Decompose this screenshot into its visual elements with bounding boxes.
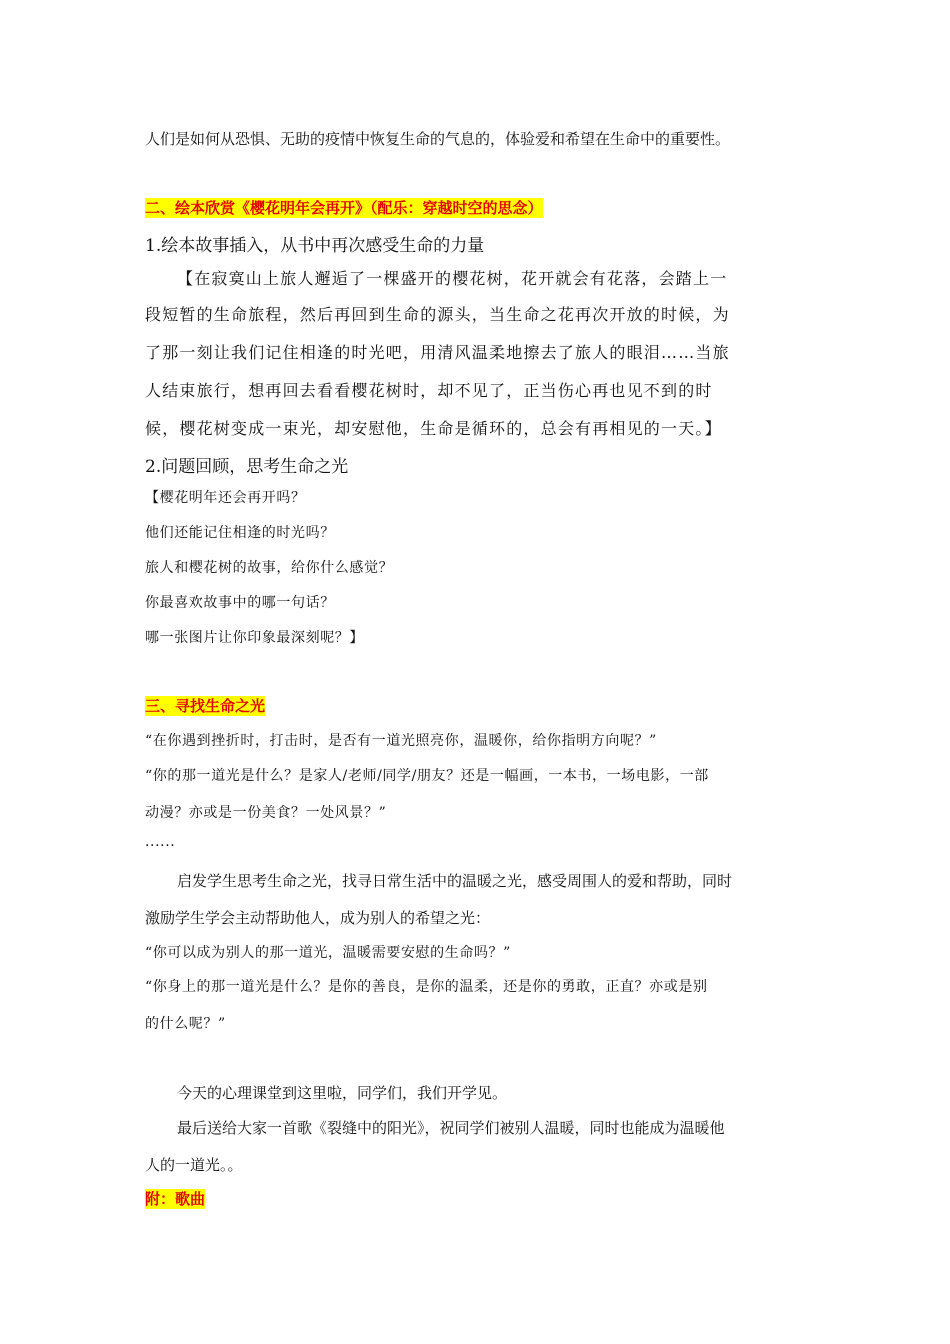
- question-item: 旅人和樱花树的故事，给你什么感觉？: [145, 560, 394, 576]
- intro-line: 人们是如何从恐惧、无助的疫情中恢复生命的气息的，体验爱和希望在生命中的重要性。: [145, 130, 731, 148]
- quote-line: “你身上的那一道光是什么？是你的善良，是你的温柔，还是你的勇敢，正直？亦或是别: [145, 979, 708, 995]
- ellipsis-line: ......: [145, 834, 176, 850]
- section3-heading: 三、寻找生命之光: [145, 697, 266, 715]
- section2-sub1: 1.绘本故事插入，从书中再次感受生命的力量: [145, 236, 485, 256]
- story-line: 人结束旅行，想再回去看看樱花树时，却不见了，正当伤心再也见不到的时: [145, 381, 713, 400]
- paragraph-line: 启发学生思考生命之光，找寻日常生活中的温暖之光，感受周围人的爱和帮助，同时: [177, 872, 733, 890]
- story-line: 了那一刻让我们记住相逢的时光吧，用清风温柔地擦去了旅人的眼泪……当旅: [145, 343, 730, 362]
- appendix-heading-wrap: [145, 1188, 205, 1209]
- question-item: 【樱花明年还会再开吗？: [145, 490, 306, 506]
- section2-heading-wrap: [145, 197, 543, 218]
- story-line: 【在寂寞山上旅人邂逅了一棵盛开的樱花树，花开就会有花落，会踏上一: [177, 269, 728, 288]
- question-item: 你最喜欢故事中的哪一句话？: [145, 595, 335, 611]
- closing-line: 人的一道光。。: [145, 1156, 243, 1174]
- story-line: 候，樱花树变成一束光，却安慰他，生命是循环的，总会有再相见的一天。】: [145, 419, 722, 438]
- section3-heading-wrap: [145, 695, 265, 716]
- appendix-heading: 附：歌曲: [145, 1190, 206, 1208]
- story-line: 段短暂的生命旅程，然后再回到生命的源头，当生命之花再次开放的时候，为: [145, 305, 730, 324]
- closing-line: 今天的心理课堂到这里啦，同学们，我们开学见。: [177, 1084, 508, 1102]
- paragraph-line: 激励学生学会主动帮助他人，成为别人的希望之光：: [145, 909, 491, 927]
- closing-line: 最后送给大家一首歌《裂缝中的阳光》，祝同学们被别人温暖，同时也能成为温暖他: [177, 1119, 725, 1137]
- quote-line: “你可以成为别人的那一道光，温暖需要安慰的生命吗？”: [145, 945, 511, 961]
- quote-line: “在你遇到挫折时，打击时，是否有一道光照亮你，温暖你，给你指明方向呢？”: [145, 733, 657, 749]
- question-item: 哪一张图片让你印象最深刻呢？】: [145, 630, 364, 646]
- quote-line: “你的那一道光是什么？是家人/老师/同学/朋友？还是一幅画，一本书，一场电影，一部: [145, 768, 709, 784]
- quote-line: 的什么呢？”: [145, 1016, 226, 1032]
- section2-sub2: 2.问题回顾，思考生命之光: [145, 457, 349, 477]
- section2-heading: 二、绘本欣赏《樱花明年会再开》（配乐：穿越时空的思念）: [145, 199, 543, 217]
- question-item: 他们还能记住相逢的时光吗？: [145, 525, 335, 541]
- quote-line: 动漫？亦或是一份美食？一处风景？”: [145, 805, 387, 821]
